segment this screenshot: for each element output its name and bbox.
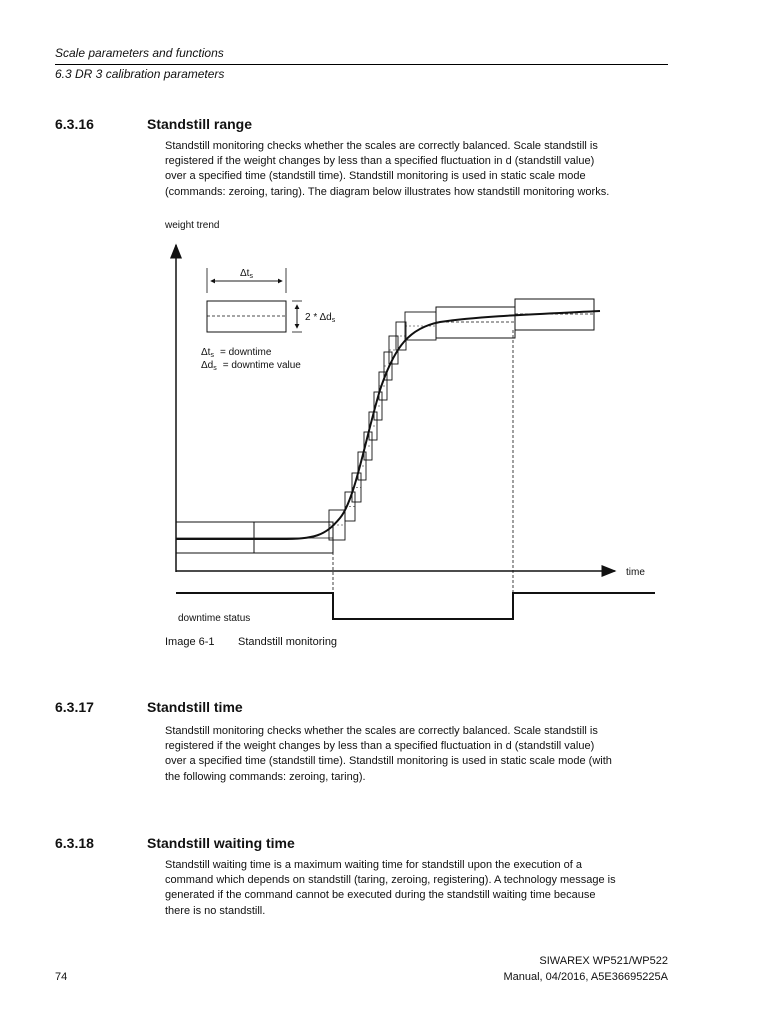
standstill-box: [254, 522, 333, 553]
section-title: Standstill range: [147, 116, 253, 132]
running-header-chapter: Scale parameters and functions: [55, 46, 224, 60]
delta-t-symbol: Δt: [240, 268, 250, 279]
section-paragraph: [165, 858, 700, 919]
x-axis-label: time: [626, 567, 645, 578]
legend-d-subscript: s: [213, 365, 217, 372]
legend-downtime-value: [201, 360, 301, 372]
legend-downtime: [201, 347, 272, 359]
y-axis-label: weight trend: [165, 220, 220, 231]
two-delta-d-subscript: s: [331, 317, 336, 324]
paragraph-line: command which depends on standstill (taring, zeroing, registering). A technology message is: [165, 874, 616, 887]
section-number: 6.3.16: [55, 116, 94, 132]
delta-t-subscript: s: [249, 273, 253, 280]
legend-t-symbol: Δt: [201, 347, 211, 358]
step-boxes: [329, 312, 436, 540]
standstill-box: [436, 307, 515, 338]
footer-product: SIWAREX WP521/WP522: [539, 955, 668, 967]
paragraph-line: registered if the weight changes by less than a specified fluctuation in d (standstill value): [165, 740, 595, 753]
two-delta-d-prefix: 2 * Δd: [305, 312, 332, 323]
header-rule: [55, 64, 668, 65]
paragraph-line: (commands: zeroing, taring). The diagram below illustrates how standstill monitoring works.: [165, 185, 610, 198]
paragraph-line: Standstill waiting time is a maximum waiting time for standstill upon the execution of a: [165, 859, 582, 871]
legend-t-text: = downtime: [219, 347, 272, 358]
section-title: Standstill time: [147, 699, 243, 715]
delta-t-label: [240, 268, 253, 280]
paragraph-line: generated if the command cannot be executed during the standstill waiting time because: [165, 889, 596, 902]
two-delta-d-label: [305, 312, 336, 324]
paragraph-line: over a specified time (standstill time). Standstill monitoring is used in static scale mode: [165, 170, 586, 183]
standstill-box: [176, 522, 254, 553]
paragraph-line: over a specified time (standstill time). Standstill monitoring is used in static scale mode (with: [165, 755, 612, 768]
figure-caption-number: Image 6-1: [165, 636, 215, 648]
paragraph-line: Standstill monitoring checks whether the scales are correctly balanced. Scale standstill is: [165, 725, 598, 737]
downtime-status-label: downtime status: [178, 613, 251, 624]
paragraph-line: Standstill monitoring checks whether the scales are correctly balanced. Scale standstill is: [165, 140, 598, 152]
paragraph-line: the following commands: zeroing, taring).: [165, 770, 366, 783]
paragraph-line: registered if the weight changes by less than a specified fluctuation in d (standstill value): [165, 155, 595, 168]
section-title: Standstill waiting time: [147, 835, 295, 851]
section-number: 6.3.18: [55, 835, 94, 851]
running-header-section: 6.3 DR 3 calibration parameters: [55, 67, 225, 81]
legend-t-subscript: s: [210, 352, 214, 359]
standstill-monitoring-diagram: [0, 200, 768, 632]
legend-d-text: = downtime value: [222, 360, 301, 371]
section-paragraph: [165, 139, 700, 200]
legend-d-symbol: Δd: [201, 360, 214, 371]
legend-example-box: [207, 301, 286, 332]
weight-trend-curve: [176, 311, 600, 539]
footer-manual-info: Manual, 04/2016, A5E36695225A: [503, 971, 668, 983]
figure-caption-text: Standstill monitoring: [238, 636, 338, 648]
section-number: 6.3.17: [55, 699, 94, 715]
page-number: 74: [55, 971, 68, 983]
paragraph-line: there is no standstill.: [165, 904, 266, 917]
section-paragraph: [165, 724, 700, 785]
